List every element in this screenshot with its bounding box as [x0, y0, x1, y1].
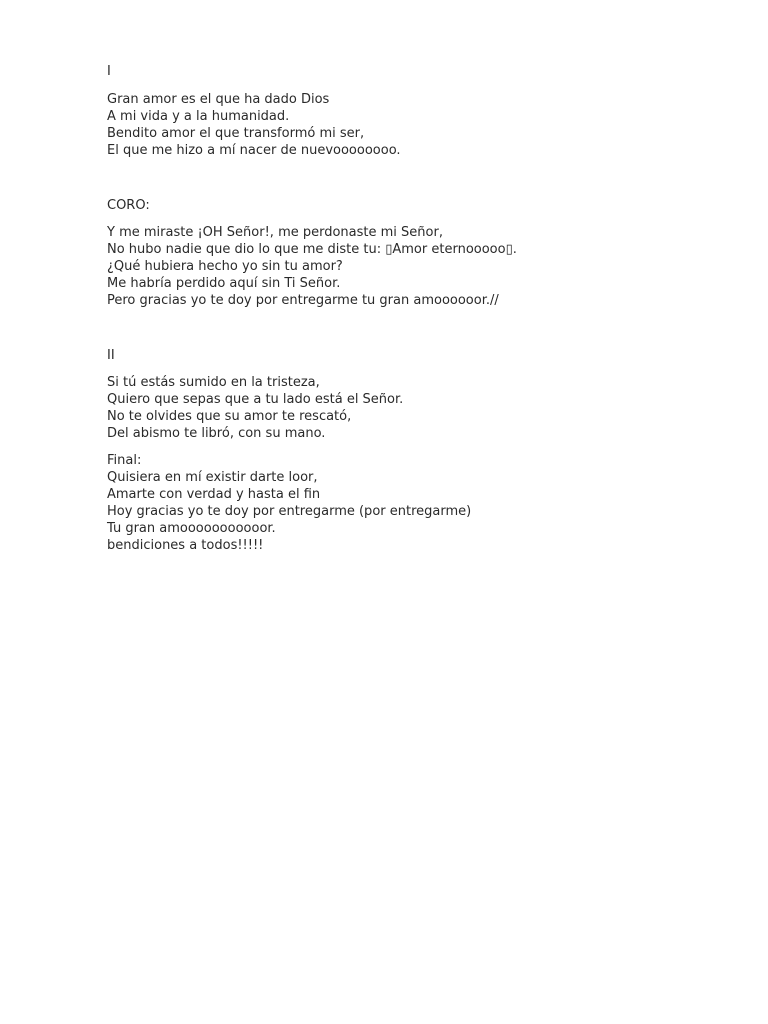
spacer: [107, 309, 727, 347]
spacer: [107, 442, 727, 452]
final-line: Hoy gracias yo te doy por entregarme (por entregarme): [107, 504, 472, 519]
verse-2-stanza: [107, 374, 727, 442]
spacer: [107, 80, 727, 91]
verse-1-line: Gran amor es el que ha dado Dios: [107, 92, 330, 107]
chorus-line: No hubo nadie que dio lo que me diste tu: ▯Amor eternooooo▯.: [107, 242, 517, 257]
spacer: [107, 364, 727, 374]
verse-1-heading: I: [107, 64, 111, 79]
final-line: Quisiera en mí existir darte loor,: [107, 470, 318, 485]
verse-2-line: Si tú estás sumido en la tristeza,: [107, 375, 320, 390]
verse-2-line: Quiero que sepas que a tu lado está el Señor.: [107, 392, 404, 407]
verse-2-heading: II: [107, 348, 115, 363]
verse-1-stanza: [107, 91, 727, 159]
verse-1-line: Bendito amor el que transformó mi ser,: [107, 126, 365, 141]
final-label: Final:: [107, 453, 142, 468]
verse-2-line: Del abismo te libró, con su mano.: [107, 426, 326, 441]
chorus-heading: CORO:: [107, 198, 150, 213]
document-page: [107, 63, 727, 554]
verse-1-line: A mi vida y a la humanidad.: [107, 109, 290, 124]
chorus-line: Pero gracias yo te doy por entregarme tu gran amoooooor.//: [107, 293, 499, 308]
spacer: [107, 159, 727, 197]
verse-2-line: No te olvides que su amor te rescató,: [107, 409, 352, 424]
chorus-line: ¿Qué hubiera hecho yo sin tu amor?: [107, 259, 343, 274]
chorus-line: Y me miraste ¡OH Señor!, me perdonaste mi Señor,: [107, 225, 443, 240]
verse-1-line: El que me hizo a mí nacer de nuevoooooooo.: [107, 143, 401, 158]
final-line: Tu gran amooooooooooor.: [107, 521, 276, 536]
chorus-stanza: [107, 224, 727, 309]
spacer: [107, 214, 727, 224]
final-line: Amarte con verdad y hasta el fin: [107, 487, 321, 502]
final-stanza: [107, 452, 727, 554]
closing-line: bendiciones a todos!!!!!: [107, 538, 264, 553]
chorus-line: Me habría perdido aquí sin Ti Señor.: [107, 276, 341, 291]
